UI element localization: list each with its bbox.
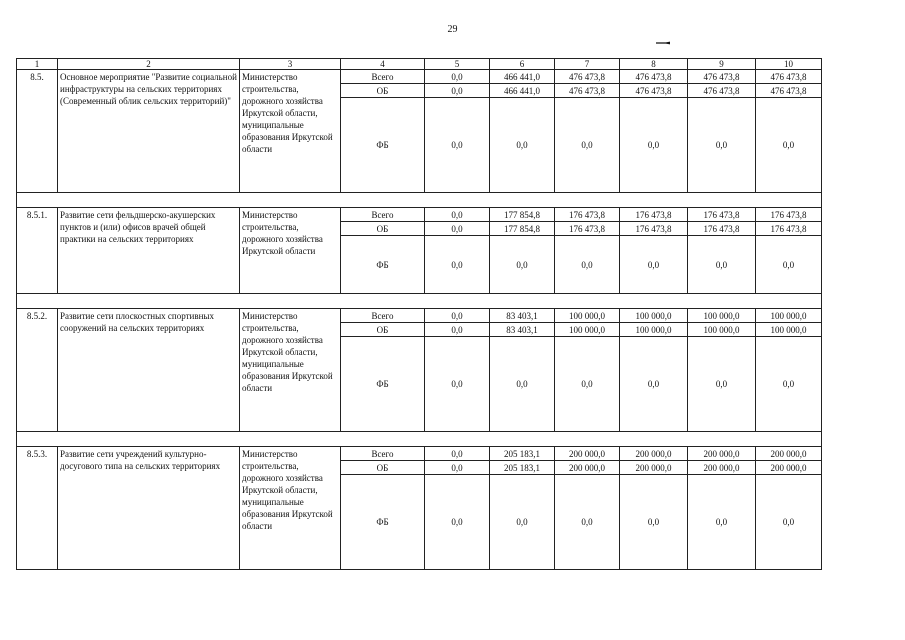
spacer-cell: [756, 432, 822, 447]
amount-cell: 200 000,0: [688, 447, 756, 461]
amount-cell: 0,0: [490, 475, 555, 570]
amount-cell: 0,0: [425, 84, 490, 98]
funding-source: Всего: [341, 309, 425, 323]
amount-cell: 200 000,0: [756, 447, 822, 461]
amount-cell: 0,0: [620, 98, 688, 193]
spacer-cell: [555, 193, 620, 208]
amount-cell: 100 000,0: [688, 323, 756, 337]
funding-source: ФБ: [341, 475, 425, 570]
funding-source: ОБ: [341, 461, 425, 475]
funding-source: Всего: [341, 70, 425, 84]
amount-cell: 176 473,8: [620, 222, 688, 236]
amount-cell: 176 473,8: [620, 208, 688, 222]
amount-cell: 466 441,0: [490, 84, 555, 98]
spacer-cell: [58, 432, 240, 447]
budget-table: [16, 58, 822, 570]
item-name: Развитие сети учреждений культурно-досугового типа на сельских территориях: [58, 447, 240, 570]
spacer-cell: [240, 193, 341, 208]
item-code: 8.5.3.: [17, 447, 58, 570]
table-row: [17, 447, 822, 461]
amount-cell: 0,0: [425, 222, 490, 236]
funding-source: ОБ: [341, 222, 425, 236]
amount-cell: 466 441,0: [490, 70, 555, 84]
amount-cell: 200 000,0: [555, 447, 620, 461]
amount-cell: 100 000,0: [620, 323, 688, 337]
funding-source: Всего: [341, 447, 425, 461]
amount-cell: 0,0: [688, 475, 756, 570]
amount-cell: 205 183,1: [490, 461, 555, 475]
amount-cell: 0,0: [620, 475, 688, 570]
spacer-cell: [17, 432, 58, 447]
funding-source: ФБ: [341, 337, 425, 432]
item-name: Развитие сети фельдшерско-акушерских пунктов и (или) офисов врачей общей практики на сельских территориях: [58, 208, 240, 294]
spacer-cell: [240, 432, 341, 447]
amount-cell: 200 000,0: [620, 447, 688, 461]
amount-cell: 0,0: [425, 98, 490, 193]
funding-source: ФБ: [341, 236, 425, 294]
amount-cell: 176 473,8: [756, 222, 822, 236]
amount-cell: 176 473,8: [688, 222, 756, 236]
amount-cell: 0,0: [620, 337, 688, 432]
spacer-cell: [240, 294, 341, 309]
spacer-cell: [688, 432, 756, 447]
spacer-cell: [555, 294, 620, 309]
amount-cell: 0,0: [425, 337, 490, 432]
amount-cell: 176 473,8: [688, 208, 756, 222]
amount-cell: 0,0: [688, 236, 756, 294]
funding-source: ОБ: [341, 323, 425, 337]
column-header: 5: [425, 59, 490, 70]
spacer-cell: [620, 432, 688, 447]
amount-cell: 0,0: [425, 309, 490, 323]
amount-cell: 476 473,8: [555, 70, 620, 84]
table-row: [17, 70, 822, 84]
amount-cell: 0,0: [555, 475, 620, 570]
amount-cell: 0,0: [756, 475, 822, 570]
spacer-cell: [425, 193, 490, 208]
amount-cell: 200 000,0: [620, 461, 688, 475]
amount-cell: 176 473,8: [756, 208, 822, 222]
amount-cell: 0,0: [688, 337, 756, 432]
column-header: 4: [341, 59, 425, 70]
amount-cell: 100 000,0: [555, 309, 620, 323]
spacer-cell: [425, 432, 490, 447]
item-code: 8.5.1.: [17, 208, 58, 294]
amount-cell: 0,0: [490, 337, 555, 432]
amount-cell: 100 000,0: [620, 309, 688, 323]
amount-cell: 200 000,0: [688, 461, 756, 475]
amount-cell: 0,0: [425, 323, 490, 337]
table-row: [17, 309, 822, 323]
funding-source: ФБ: [341, 98, 425, 193]
column-header: 1: [17, 59, 58, 70]
amount-cell: 0,0: [555, 236, 620, 294]
amount-cell: 100 000,0: [756, 309, 822, 323]
spacer-cell: [58, 294, 240, 309]
spacer-cell: [17, 294, 58, 309]
amount-cell: 0,0: [425, 208, 490, 222]
amount-cell: 0,0: [490, 98, 555, 193]
amount-cell: 0,0: [555, 98, 620, 193]
spacer-cell: [688, 193, 756, 208]
amount-cell: 100 000,0: [688, 309, 756, 323]
item-code: 8.5.2.: [17, 309, 58, 432]
spacer-cell: [490, 432, 555, 447]
amount-cell: 177 854,8: [490, 222, 555, 236]
block-spacer: [17, 294, 822, 309]
amount-cell: 177 854,8: [490, 208, 555, 222]
spacer-cell: [341, 432, 425, 447]
amount-cell: 476 473,8: [756, 70, 822, 84]
spacer-cell: [688, 294, 756, 309]
table-row: [17, 208, 822, 222]
amount-cell: 0,0: [425, 447, 490, 461]
spacer-cell: [341, 193, 425, 208]
amount-cell: 176 473,8: [555, 208, 620, 222]
funding-source: ОБ: [341, 84, 425, 98]
amount-cell: 0,0: [620, 236, 688, 294]
amount-cell: 0,0: [490, 236, 555, 294]
spacer-cell: [58, 193, 240, 208]
amount-cell: 200 000,0: [756, 461, 822, 475]
amount-cell: 476 473,8: [688, 84, 756, 98]
amount-cell: 83 403,1: [490, 309, 555, 323]
item-executor: Министерство строительства, дорожного хозяйства Иркутской области, муниципальные образования Иркутской области: [240, 70, 341, 193]
column-header: 7: [555, 59, 620, 70]
amount-cell: 83 403,1: [490, 323, 555, 337]
amount-cell: 205 183,1: [490, 447, 555, 461]
amount-cell: 0,0: [425, 461, 490, 475]
page-number: 29: [447, 24, 458, 35]
amount-cell: 200 000,0: [555, 461, 620, 475]
amount-cell: 0,0: [425, 236, 490, 294]
amount-cell: 100 000,0: [555, 323, 620, 337]
column-header: 6: [490, 59, 555, 70]
amount-cell: 0,0: [688, 98, 756, 193]
amount-cell: 476 473,8: [620, 70, 688, 84]
column-header: 9: [688, 59, 756, 70]
amount-cell: 0,0: [756, 337, 822, 432]
amount-cell: 100 000,0: [756, 323, 822, 337]
item-executor: Министерство строительства, дорожного хозяйства Иркутской области, муниципальные образования Иркутской области: [240, 309, 341, 432]
spacer-cell: [756, 193, 822, 208]
spacer-cell: [555, 432, 620, 447]
item-name: Развитие сети плоскостных спортивных сооружений на сельских территориях: [58, 309, 240, 432]
column-header: 8: [620, 59, 688, 70]
pen-mark-icon: [656, 41, 670, 45]
amount-cell: 0,0: [555, 337, 620, 432]
block-spacer: [17, 193, 822, 208]
block-spacer: [17, 432, 822, 447]
column-header: 10: [756, 59, 822, 70]
amount-cell: 0,0: [756, 98, 822, 193]
amount-cell: 476 473,8: [688, 70, 756, 84]
spacer-cell: [425, 294, 490, 309]
column-number-row: [17, 59, 822, 70]
item-executor: Министерство строительства, дорожного хозяйства Иркутской области, муниципальные образования Иркутской области: [240, 447, 341, 570]
column-header: 2: [58, 59, 240, 70]
item-name: Основное мероприятие "Развитие социальной инфраструктуры на сельских территориях (Современный облик сельских территорий)": [58, 70, 240, 193]
spacer-cell: [756, 294, 822, 309]
amount-cell: 476 473,8: [620, 84, 688, 98]
amount-cell: 0,0: [425, 475, 490, 570]
amount-cell: 476 473,8: [756, 84, 822, 98]
column-header: 3: [240, 59, 341, 70]
amount-cell: 176 473,8: [555, 222, 620, 236]
spacer-cell: [341, 294, 425, 309]
item-code: 8.5.: [17, 70, 58, 193]
spacer-cell: [17, 193, 58, 208]
spacer-cell: [620, 294, 688, 309]
spacer-cell: [490, 193, 555, 208]
amount-cell: 0,0: [756, 236, 822, 294]
funding-source: Всего: [341, 208, 425, 222]
amount-cell: 0,0: [425, 70, 490, 84]
amount-cell: 476 473,8: [555, 84, 620, 98]
spacer-cell: [620, 193, 688, 208]
item-executor: Министерство строительства, дорожного хозяйства Иркутской области: [240, 208, 341, 294]
spacer-cell: [490, 294, 555, 309]
